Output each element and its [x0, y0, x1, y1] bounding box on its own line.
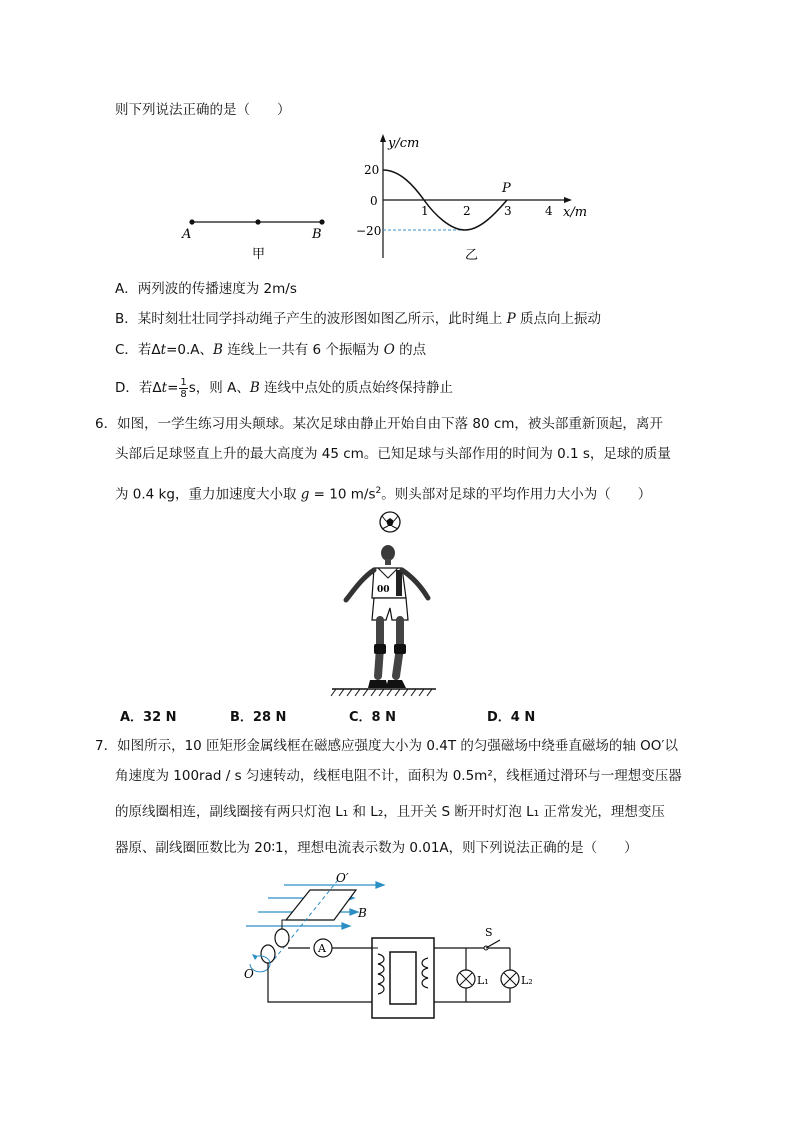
x-tick-4: 4 — [545, 204, 553, 218]
q5-option-b — [115, 309, 601, 329]
fraction-denominator: 8 — [180, 388, 187, 400]
jersey-number: 00 — [377, 585, 390, 595]
q6-line-1: 6．如图，一学生练习用头颠球。某次足球由静止开始自由下落 80 cm，被头部重新顶起，离开 — [95, 416, 663, 432]
lamp-l2-label: L₂ — [521, 974, 533, 987]
point-a-label: A — [182, 227, 192, 242]
q5-option-c-pre: C．若Δ — [115, 342, 161, 358]
q6-option-c: C．8 N — [349, 710, 396, 725]
x-axis-label: x/m — [563, 205, 588, 220]
q5-option-c-var3: O — [383, 342, 395, 358]
lamp-l2-icon — [501, 970, 519, 988]
q5-figure-jia — [176, 208, 336, 268]
q5-option-a: A．两列波的传播速度为 2m/s — [115, 281, 297, 297]
x-tick-3: 3 — [504, 204, 512, 218]
q5-option-d-post2: 连线中点处的质点始终保持静止 — [259, 380, 454, 396]
q7-line-3: 的原线圈相连，副线圈接有两只灯泡 L₁ 和 L₂，且开关 S 断开时灯泡 L₁ 正常发光，理想变压 — [115, 804, 665, 820]
axis-top-label: O′ — [336, 871, 349, 885]
q5-option-d-var2: B — [249, 380, 260, 396]
q7-line-2: 角速度为 100rad / s 匀速转动，线框电阻不计，面积为 0.5m²，线框通过滑环与一理想变压器 — [115, 768, 682, 784]
y-tick-20: 20 — [364, 163, 380, 177]
q5-figure-yi-wave — [350, 128, 600, 268]
switch-label: S — [485, 926, 493, 939]
q5-option-d-eq: = — [167, 380, 179, 396]
point-p-label: P — [502, 181, 511, 196]
q6-line-3-mid: = 10 m/s — [309, 486, 376, 503]
q6-line-3-post: 。则头部对足球的平均作用力大小为（ ） — [381, 486, 652, 503]
q6-option-a: A．32 N — [120, 710, 177, 725]
ammeter-label: A — [318, 942, 326, 955]
field-label: B — [358, 906, 367, 920]
q7-line-4: 器原、副线圈匝数比为 20∶1，理想电流表示数为 0.01A，则下列说法正确的是（ ） — [115, 840, 638, 856]
lamp-l1-label: L₁ — [477, 974, 489, 987]
q6-gravity-symbol: g — [300, 486, 310, 503]
x-tick-2: 2 — [463, 204, 471, 218]
q6-exponent: 2 — [375, 486, 382, 496]
soccer-ball-icon — [380, 512, 400, 532]
lamp-l1-icon — [457, 970, 475, 988]
q6-line-3 — [115, 481, 651, 505]
q6-figure-header-student — [326, 508, 446, 703]
q5-option-b-post: 质点向上振动 — [515, 311, 601, 327]
q5-option-d-fraction — [179, 377, 187, 400]
y-axis-label: y/cm — [388, 136, 420, 151]
q6-option-d: D．4 N — [487, 710, 536, 725]
q7-line-1: 7．如图所示，10 匝矩形金属线框在磁感应强度大小为 0.4T 的匀强磁场中绕垂直磁场的轴 OO′以 — [95, 738, 678, 754]
y-tick-0: 0 — [370, 194, 378, 208]
y-tick-neg20: −20 — [356, 224, 382, 238]
q5-option-c-mid2: 连线上一共有 6 个振幅为 — [222, 342, 384, 358]
q5-option-d-post: s，则 A、 — [188, 380, 250, 396]
axis-bottom-label: O — [244, 967, 254, 981]
q5-option-c-mid: =0.A、 — [166, 342, 214, 358]
q7-figure-generator-circuit — [228, 868, 558, 1023]
q5-option-c-var: t — [160, 342, 167, 358]
q6-line-3-pre: 为 0.4 kg，重力加速度大小取 — [115, 486, 301, 503]
q5-option-d — [115, 374, 453, 402]
q6-option-b: B．28 N — [230, 710, 287, 725]
q5-stem-tail: 则下列说法正确的是（ ） — [115, 102, 291, 118]
fig-jia-caption: 甲 — [252, 247, 266, 262]
q5-option-b-pre: B．某时刻壮壮同学抖动绳子产生的波形图如图乙所示，此时绳上 — [115, 311, 507, 327]
q5-option-d-var: t — [161, 380, 168, 396]
ammeter-icon — [314, 939, 332, 957]
fraction-numerator: 1 — [180, 376, 187, 388]
fig-yi-caption: 乙 — [465, 248, 479, 263]
point-b-label: B — [312, 227, 322, 242]
q5-option-c — [115, 340, 426, 360]
x-tick-1: 1 — [421, 204, 429, 218]
q6-line-2: 头部后足球竖直上升的最大高度为 45 cm。已知足球与头部作用的时间为 0.1 s，足球的质量 — [115, 446, 671, 462]
q5-option-d-pre: D．若Δ — [115, 380, 162, 396]
q5-option-b-var: P — [506, 311, 516, 327]
q5-option-c-post: 的点 — [394, 342, 427, 358]
q5-option-c-var2: B — [213, 342, 223, 358]
